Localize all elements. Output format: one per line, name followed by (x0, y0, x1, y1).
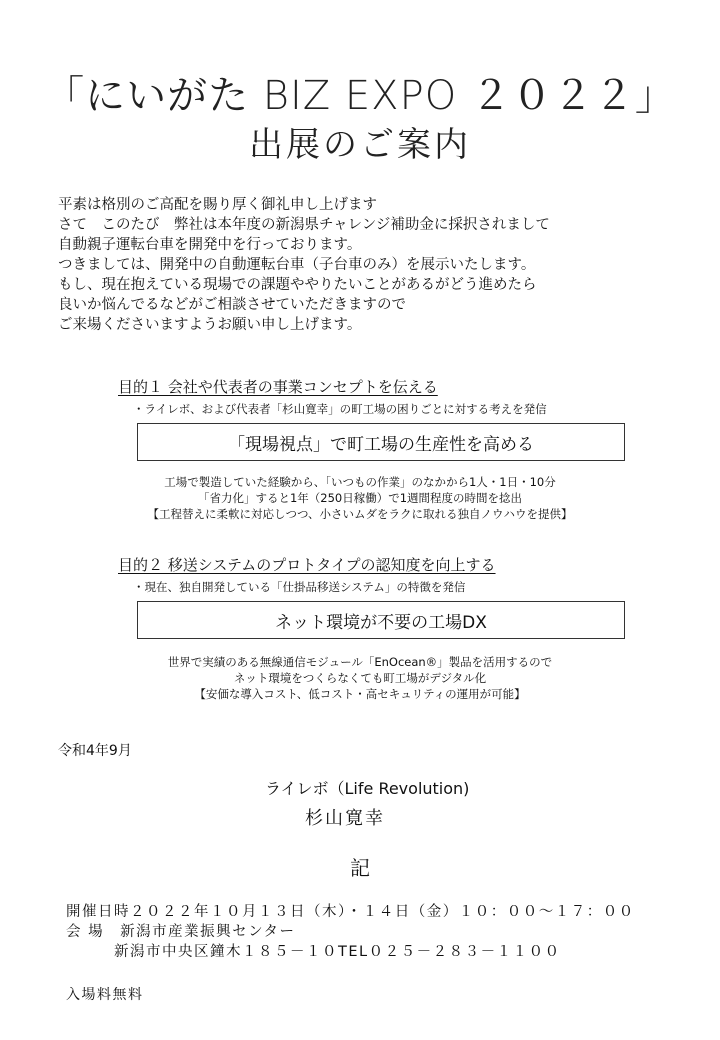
intro-line: つきましては、開発中の自動運転台車（子台車のみ）を展示いたします。 (58, 257, 536, 273)
goal1-desc-line: 工場で製造していた経験から、「いつもの作業」のなかから1人・1日・10分 (164, 475, 556, 489)
intro-line: 良いか悩んでるなどがご相談させていただきますので (58, 297, 406, 313)
ki-mark: 記 (350, 856, 370, 880)
goal2-desc-line: 【安価な導入コスト、低コスト・高セキュリティの運用が可能】 (194, 687, 526, 701)
intro-text (58, 195, 550, 335)
goal1-desc-line: 「省力化」すると1年（250日稼働）で1週間程度の時間を捻出 (197, 491, 523, 505)
intro-line: 自動親子運転台車を開発中を行っております。 (58, 237, 362, 253)
goal2-box (137, 601, 625, 639)
goal2-bullet: ・現在、独自開発している「仕掛品移送システム」の特徴を発信 (133, 580, 466, 594)
intro-line: さて このたび 弊社は本年度の新潟県チャレンジ補助金に採択されまして (58, 217, 550, 233)
event-venue: 会 場 新潟市産業振興センター (66, 924, 296, 940)
goal1-box-text: 「現場視点」で町工場の生産性を高める (228, 434, 534, 455)
event-datetime: 開催日時２０２２年１０月１３日（木）・１４日（金）１０：００～１７：００ (66, 904, 635, 920)
intro-line: 平素は格別のご高配を賜り厚く御礼申し上げます (58, 197, 377, 213)
organization-name: ライレボ（Life Revolution) (265, 779, 470, 798)
goal2-heading: 目的２ 移送システムのプロトタイプの認知度を向上する (118, 556, 496, 574)
goal2-desc-line: ネット環境をつくらなくても町工場がデジタル化 (233, 671, 487, 685)
event-details (66, 902, 635, 962)
page-subtitle: 出展のご案内 (249, 125, 471, 165)
goal1-box (137, 423, 625, 461)
goal1-heading: 目的１ 会社や代表者の事業コンセプトを伝える (118, 378, 438, 396)
representative-name: 杉山寛幸 (305, 808, 385, 829)
goal2-box-text: ネット環境が不要の工場DX (275, 612, 487, 633)
goal1-description (0, 474, 720, 522)
admission-fee: 入場料無料 (66, 987, 144, 1003)
page-title: 「にいがた BIZ EXPO ２０２２」 (44, 73, 676, 119)
intro-line: ご来場くださいますようお願い申し上げます。 (58, 317, 362, 333)
goal1-desc-line: 【工程替えに柔軟に対応しつつ、小さいムダをラクに取れる独自ノウハウを提供】 (147, 507, 573, 521)
goal1-bullet: ・ライレボ、および代表者「杉山寛幸」の町工場の困りごとに対する考えを発信 (133, 402, 547, 416)
intro-line: もし、現在抱えている現場での課題ややりたいことがあるがどう進めたら (58, 277, 537, 293)
goal2-desc-line: 世界で実績のある無線通信モジュール「EnOcean®」製品を活用するので (167, 655, 553, 669)
goal2-description (0, 654, 720, 702)
event-address: 新潟市中央区鐘木１８５－１０TEL０２５－２８３－１１００ (66, 944, 561, 960)
issue-date: 令和4年9月 (58, 743, 132, 759)
